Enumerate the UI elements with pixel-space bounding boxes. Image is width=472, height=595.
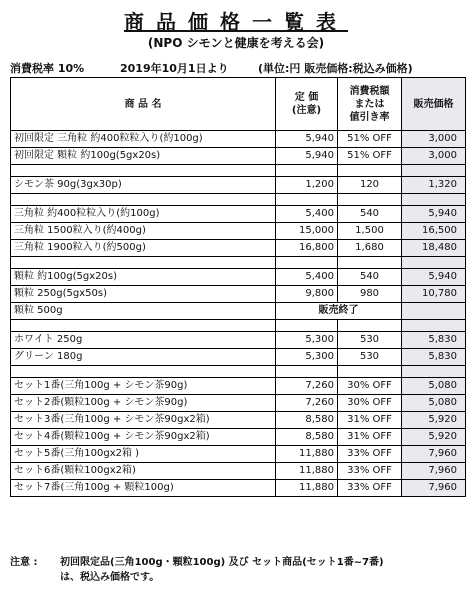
tax-or-discount: 51% OFF xyxy=(338,148,402,165)
spacer-cell xyxy=(11,194,276,206)
unit-note: (単位:円 販売価格:税込み価格) xyxy=(258,62,413,75)
header-list-price xyxy=(276,78,338,131)
spacer-cell xyxy=(11,366,276,378)
spacer-row xyxy=(11,194,466,206)
spacer-cell xyxy=(338,257,402,269)
list-price: 9,800 xyxy=(276,286,338,303)
spacer-row xyxy=(11,165,466,177)
note-line-2: は、税込み価格です。 xyxy=(60,572,160,583)
list-price: 8,580 xyxy=(276,412,338,429)
list-price: 5,300 xyxy=(276,349,338,366)
sale-price: 5,940 xyxy=(402,206,466,223)
tax-or-discount: 540 xyxy=(338,206,402,223)
spacer-cell xyxy=(11,257,276,269)
tax-or-discount: 31% OFF xyxy=(338,412,402,429)
tax-or-discount: 1,680 xyxy=(338,240,402,257)
status-note: 販売終了 xyxy=(276,303,402,320)
spacer-cell xyxy=(402,320,466,332)
header-tax-discount xyxy=(338,78,402,131)
page-title: 商品価格一覧表 xyxy=(124,10,348,34)
sale-price: 5,830 xyxy=(402,349,466,366)
spacer-cell xyxy=(276,257,338,269)
sale-price: 3,000 xyxy=(402,148,466,165)
list-price: 16,800 xyxy=(276,240,338,257)
product-name: 顆粒 500g xyxy=(11,303,276,320)
product-name: 顆粒 250g(5gx50s) xyxy=(11,286,276,303)
price-table-body xyxy=(11,131,466,497)
spacer-row xyxy=(11,320,466,332)
table-row xyxy=(11,463,466,480)
table-row xyxy=(11,412,466,429)
list-price: 11,880 xyxy=(276,480,338,497)
table-row xyxy=(11,223,466,240)
table-row xyxy=(11,349,466,366)
sale-price: 7,960 xyxy=(402,446,466,463)
product-name: グリーン 180g xyxy=(11,349,276,366)
product-name: セット5番(三角100gx2箱 ) xyxy=(11,446,276,463)
table-row xyxy=(11,332,466,349)
sale-price: 5,940 xyxy=(402,269,466,286)
sale-price: 5,080 xyxy=(402,395,466,412)
table-row xyxy=(11,446,466,463)
sale-price: 3,000 xyxy=(402,131,466,148)
product-name: セット1番(三角100g + シモン茶90g) xyxy=(11,378,276,395)
spacer-cell xyxy=(338,320,402,332)
list-price: 7,260 xyxy=(276,395,338,412)
sale-price: 5,920 xyxy=(402,429,466,446)
product-name: 三角粒 約400粒粒入り(約100g) xyxy=(11,206,276,223)
list-price: 5,400 xyxy=(276,269,338,286)
spacer-cell xyxy=(402,366,466,378)
product-name: セット3番(三角100g + シモン茶90gx2箱) xyxy=(11,412,276,429)
sale-price: 7,960 xyxy=(402,463,466,480)
list-price: 15,000 xyxy=(276,223,338,240)
product-name: セット7番(三角100g + 顆粒100g) xyxy=(11,480,276,497)
table-row xyxy=(11,240,466,257)
table-row xyxy=(11,131,466,148)
spacer-cell xyxy=(338,366,402,378)
list-price: 5,940 xyxy=(276,131,338,148)
spacer-cell xyxy=(276,194,338,206)
table-row xyxy=(11,269,466,286)
tax-or-discount: 30% OFF xyxy=(338,395,402,412)
tax-or-discount: 33% OFF xyxy=(338,480,402,497)
product-name: 初回限定 三角粒 約400粒粒入り(約100g) xyxy=(11,131,276,148)
sale-price: 1,320 xyxy=(402,177,466,194)
list-price: 5,400 xyxy=(276,206,338,223)
tax-or-discount: 980 xyxy=(338,286,402,303)
spacer-cell xyxy=(338,194,402,206)
product-name: ホワイト 250g xyxy=(11,332,276,349)
page-subtitle: (NPO シモンと健康を考える会) xyxy=(147,36,325,50)
product-name: セット4番(顆粒100g + シモン茶90gx2箱) xyxy=(11,429,276,446)
table-row xyxy=(11,206,466,223)
tax-or-discount: 31% OFF xyxy=(338,429,402,446)
spacer-cell xyxy=(402,194,466,206)
spacer-row xyxy=(11,366,466,378)
tax-or-discount: 33% OFF xyxy=(338,446,402,463)
table-row xyxy=(11,429,466,446)
tax-or-discount: 30% OFF xyxy=(338,378,402,395)
spacer-cell xyxy=(276,366,338,378)
tax-or-discount: 33% OFF xyxy=(338,463,402,480)
table-row xyxy=(11,286,466,303)
table-row xyxy=(11,480,466,497)
list-price: 7,260 xyxy=(276,378,338,395)
list-price: 5,940 xyxy=(276,148,338,165)
table-row xyxy=(11,177,466,194)
product-name: 三角粒 1900粒入り(約500g) xyxy=(11,240,276,257)
table-row xyxy=(11,303,466,320)
spacer-row xyxy=(11,257,466,269)
header-product-name: 商 品 名 xyxy=(11,78,276,131)
sale-price xyxy=(402,303,466,320)
list-price: 5,300 xyxy=(276,332,338,349)
table-header-row xyxy=(11,78,466,131)
tax-or-discount: 1,500 xyxy=(338,223,402,240)
table-row xyxy=(11,378,466,395)
list-price: 11,880 xyxy=(276,463,338,480)
table-row xyxy=(11,395,466,412)
sale-price: 18,480 xyxy=(402,240,466,257)
tax-rate: 消費税率 10% xyxy=(10,62,85,75)
sale-price: 5,080 xyxy=(402,378,466,395)
product-name: シモン茶 90g(3gx30p) xyxy=(11,177,276,194)
effective-date: 2019年10月1日より xyxy=(120,62,229,75)
header-tax-discount-text: 消費税額 または 値引き率 xyxy=(349,85,390,123)
note-label: 注意 : xyxy=(10,557,38,568)
tax-or-discount: 540 xyxy=(338,269,402,286)
price-table xyxy=(10,77,466,497)
sale-price: 5,830 xyxy=(402,332,466,349)
product-name: 初回限定 顆粒 約100g(5gx20s) xyxy=(11,148,276,165)
list-price: 11,880 xyxy=(276,446,338,463)
product-name: セット2番(顆粒100g + シモン茶90g) xyxy=(11,395,276,412)
spacer-cell xyxy=(276,165,338,177)
spacer-cell xyxy=(276,320,338,332)
product-name: 顆粒 約100g(5gx20s) xyxy=(11,269,276,286)
tax-or-discount: 120 xyxy=(338,177,402,194)
tax-or-discount: 530 xyxy=(338,332,402,349)
sale-price: 10,780 xyxy=(402,286,466,303)
list-price: 8,580 xyxy=(276,429,338,446)
note-line-1: 初回限定品(三角100g・顆粒100g) 及び セット商品(セット1番~7番) xyxy=(60,557,384,568)
sale-price: 7,960 xyxy=(402,480,466,497)
spacer-cell xyxy=(402,257,466,269)
sale-price: 16,500 xyxy=(402,223,466,240)
spacer-cell xyxy=(338,165,402,177)
tax-or-discount: 530 xyxy=(338,349,402,366)
header-sale-price: 販売価格 xyxy=(402,78,466,131)
spacer-cell xyxy=(402,165,466,177)
header-list-price-text: 定 価 (注意) xyxy=(291,92,322,116)
product-name: 三角粒 1500粒入り(約400g) xyxy=(11,223,276,240)
sale-price: 5,920 xyxy=(402,412,466,429)
tax-or-discount: 51% OFF xyxy=(338,131,402,148)
table-row xyxy=(11,148,466,165)
spacer-cell xyxy=(11,165,276,177)
product-name: セット6番(顆粒100gx2箱) xyxy=(11,463,276,480)
spacer-cell xyxy=(11,320,276,332)
list-price: 1,200 xyxy=(276,177,338,194)
